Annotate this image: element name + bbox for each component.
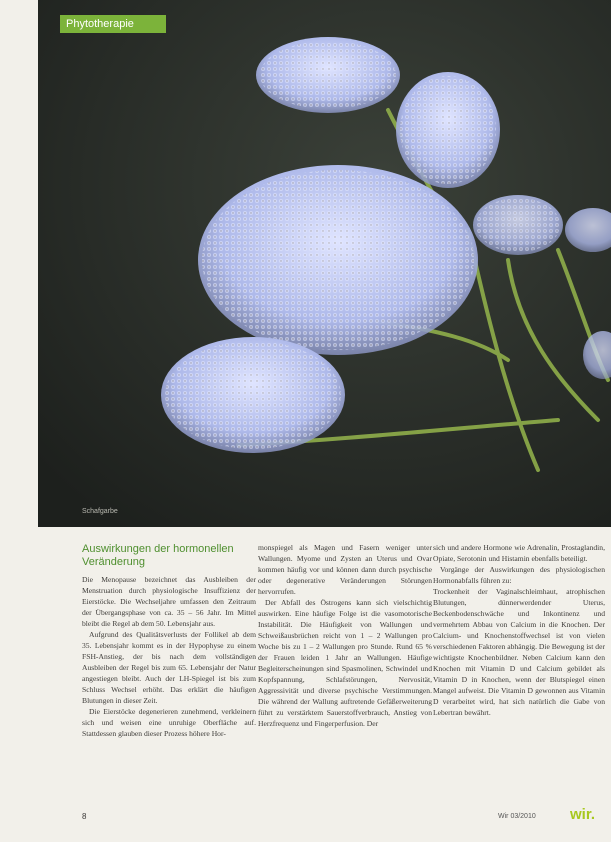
paragraph: monspiegel als Magen und Fasern weniger unter Wallungen. Myome und Zysten an Uterus und Ovar kommen häufig vor und können dann durch psychische oder degenerative Veränderungen Störungen hervorrufen. bbox=[258, 543, 432, 596]
paragraph: Trockenheit der Vaginalschleimhaut, atrophischen Blutungen, dünnerwerdender Uterus, Beckenbodenschwäche und Inkontinenz und vermehrtem Abbau von Calcium in die Knochen. Der Calcium- und Knochenstoffwechsel ist von vielen verschiedenen Faktoren abhängig. Die Bewegung ist der wichtigste Knochenbildner. Neben Calcium kann den Knochen mit Vitamin D und Calcium gebildet als Vitamin D in Knochen, wenn der Blutspiegel einen Mangel aufweist. Die Vitamin D gewonnen aus Vitamin D verarbeitet wird, hat sich natürlich die Gabe von Lebertran bewährt. bbox=[433, 587, 605, 717]
paragraph: Vorgänge der Auswirkungen des physiologischen Hormonabfalls führen zu: bbox=[433, 565, 605, 585]
yarrow-illustration bbox=[38, 0, 611, 527]
paragraph: Die Eierstöcke degenerieren zunehmend, verkleinern sich und weisen eine unruhige Oberfläche auf. Stattdessen glauben dieser Prozess höhere Hor- bbox=[82, 707, 256, 738]
issue-label: Wir 03/2010 bbox=[498, 813, 536, 820]
magazine-logo: wir. bbox=[570, 806, 596, 823]
paragraph: Aufgrund des Qualitätsverlusts der Follikel ab dem 35. Lebensjahr kommt es in der Hypophyse zu einem FSH-Anstieg, der bis nach dem vollständigen Ausbleiben der Regel bis zum 65. Lebensjahr der Natur angestiegen bleibt. Auch der LH-Spiegel ist bis zum Schluss Wechsel erhöht. Das erklärt die häufigen Blutungen in dieser Zeit. bbox=[82, 630, 256, 705]
section-tag: Phytotherapie bbox=[60, 15, 166, 33]
article-column-3 bbox=[433, 542, 605, 718]
photo-caption: Schafgarbe bbox=[82, 508, 118, 515]
article-heading: Auswirkungen der hormonellen Veränderung bbox=[82, 543, 234, 568]
article-column-1 bbox=[82, 574, 256, 739]
article-column-2 bbox=[258, 542, 432, 729]
flower-photo bbox=[38, 0, 611, 527]
paragraph: Der Abfall des Östrogens kann sich vielschichtig auswirken. Eine häufige Folge ist die vasomotorische Instabilität. Die Häufigkeit von Wallungen und Schweißausbrüchen reicht von 1 – 2 Wallungen pro Woche bis zu 1 – 2 Wallungen pro Stunde. Rund 65 % der Frauen leiden 1 Jahr an Wallungen. Häufige Begleiterscheinungen sind Spasmolinen, Schwindel und Kopfspannung, Schlafstörungen, Nervosität, Aggressivität und diverse psychische Verstimmungen. Die während der Wallung auftretende Gefäßerweiterung führt zu verstärktem Sauerstoffverbrauch, Anstieg von Herzfrequenz und Fingerperfusion. Der bbox=[258, 598, 432, 728]
page-number: 8 bbox=[82, 812, 87, 821]
paragraph: sich und andere Hormone wie Adrenalin, Prostaglandin, Opiate, Serotonin und Histamin ebenfalls beteiligt. bbox=[433, 543, 605, 563]
paragraph: Die Menopause bezeichnet das Ausbleiben der Menstruation durch physiologische Insuffizienz der Eierstöcke. Die Wechseljahre umfassen den Zeitraum der Übergangsphase von ca. 35 – 56 Jahr. Im Mittel bleibt die Regel ab dem 50. Lebensjahr aus. bbox=[82, 575, 256, 628]
